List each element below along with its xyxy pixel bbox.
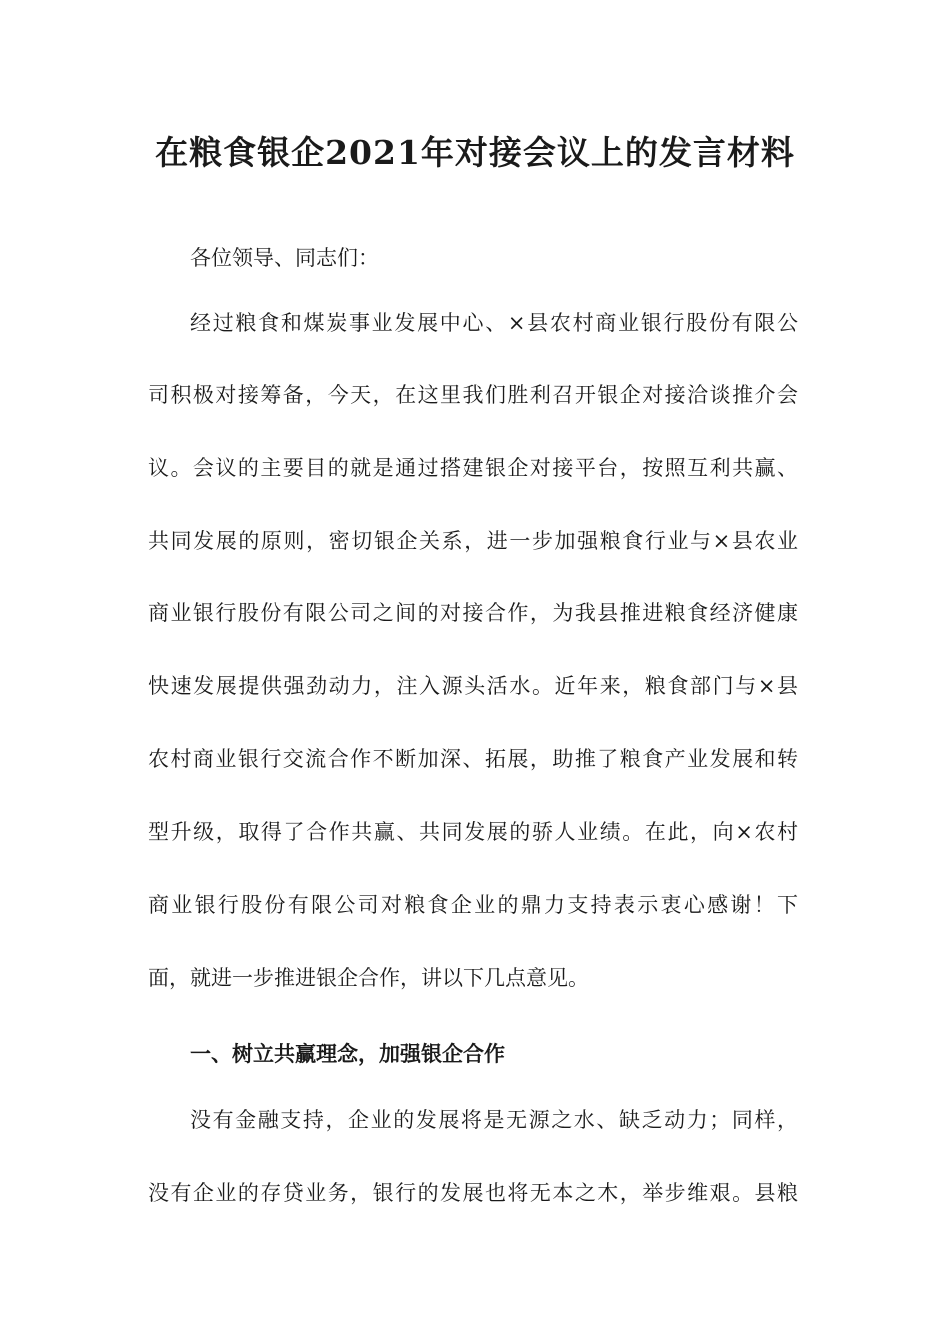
paragraph-line: 面，就进一步推进银企合作，讲以下几点意见。	[148, 966, 589, 990]
paragraph-line: 商业银行股份有限公司之间的对接合作，为我县推进粮食经济健康	[148, 601, 798, 625]
greeting-line: 各位领导、同志们：	[190, 246, 379, 270]
paragraph-line: 共同发展的原则，密切银企关系，进一步加强粮食行业与×县农业	[148, 529, 798, 553]
paragraph-line: 农村商业银行交流合作不断加深、拓展，助推了粮食产业发展和转	[148, 747, 798, 771]
paragraph-line: 没有金融支持，企业的发展将是无源之水、缺乏动力；同样，	[190, 1108, 798, 1132]
paragraph-line: 没有企业的存贷业务，银行的发展也将无本之木，举步维艰。县粮	[148, 1181, 798, 1205]
paragraph-line: 议。会议的主要目的就是通过搭建银企对接平台，按照互利共赢、	[148, 456, 798, 480]
paragraph-line: 司积极对接筹备，今天，在这里我们胜利召开银企对接洽谈推介会	[148, 383, 798, 407]
section-heading: 一、树立共赢理念，加强银企合作	[190, 1041, 505, 1066]
paragraph-line: 型升级，取得了合作共赢、共同发展的骄人业绩。在此，向×农村	[148, 820, 798, 844]
paragraph-line: 商业银行股份有限公司对粮食企业的鼎力支持表示衷心感谢！下	[148, 893, 798, 917]
paragraph-line: 经过粮食和煤炭事业发展中心、×县农村商业银行股份有限公	[190, 311, 798, 335]
paragraph-line: 快速发展提供强劲动力，注入源头活水。近年来，粮食部门与×县	[148, 674, 798, 698]
document-title: 在粮食银企2021年对接会议上的发言材料	[155, 133, 795, 172]
